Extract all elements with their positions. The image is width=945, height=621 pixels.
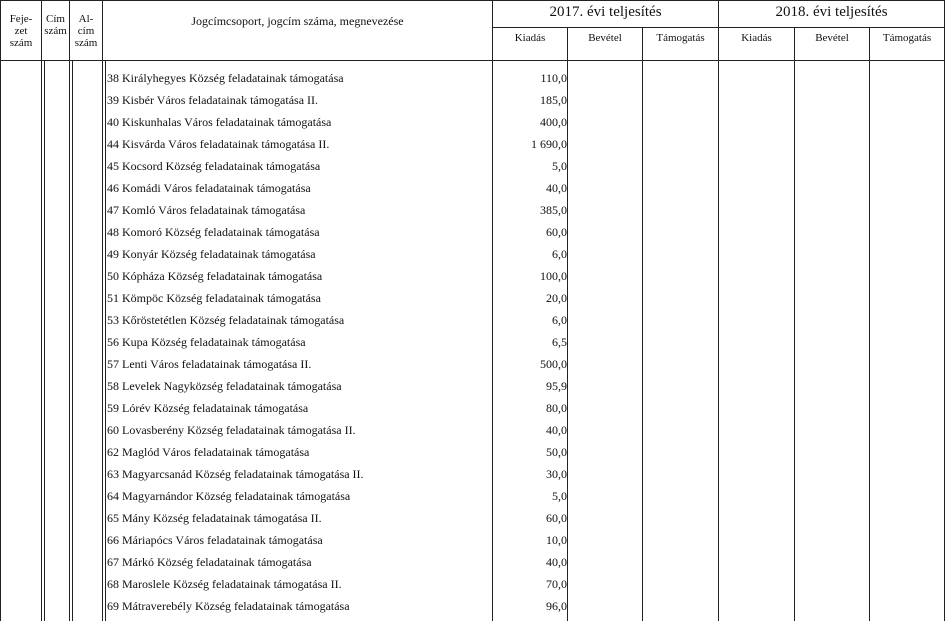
row-label: 47 Komló Város feladatainak támogatása	[107, 203, 306, 217]
table-row	[0, 397, 945, 419]
row-label: 48 Komoró Község feladatainak támogatása	[107, 225, 320, 239]
row-kiadas-2017: 6,0	[552, 247, 567, 261]
table-row	[0, 221, 945, 243]
row-label: 60 Lovasberény Község feladatainak támogatása II.	[107, 423, 356, 437]
row-kiadas-2017: 10,0	[546, 533, 567, 547]
row-label: 69 Mátraverebély Község feladatainak támogatása	[107, 599, 350, 613]
header-alcim: Al- cím szám	[74, 13, 98, 49]
row-label: 58 Levelek Nagyközség feladatainak támogatása	[107, 379, 342, 393]
row-label: 65 Mány Község feladatainak támogatása II.	[107, 511, 322, 525]
header-description: Jogcímcsoport, jogcím száma, megnevezése	[191, 14, 404, 28]
row-label: 63 Magyarcsanád Község feladatainak támogatása II.	[107, 467, 364, 481]
row-label: 51 Kömpöc Község feladatainak támogatása	[107, 291, 321, 305]
row-kiadas-2017: 5,0	[552, 159, 567, 173]
row-label: 56 Kupa Község feladatainak támogatása	[107, 335, 306, 349]
row-kiadas-2017: 385,0	[540, 203, 567, 217]
table-row	[0, 331, 945, 353]
row-kiadas-2017: 6,5	[552, 335, 567, 349]
row-label: 64 Magyarnándor Község feladatainak támogatása	[107, 489, 351, 503]
row-kiadas-2017: 95,9	[546, 379, 567, 393]
header-year-2018: 2018. évi teljesítés	[775, 4, 888, 20]
row-label: 45 Kocsord Község feladatainak támogatása	[107, 159, 321, 173]
row-kiadas-2017: 40,0	[546, 423, 567, 437]
row-label: 39 Kisbér Város feladatainak támogatása II.	[107, 93, 319, 107]
row-label: 67 Márkó Község feladatainak támogatása	[107, 555, 312, 569]
header-bevetel-2017: Bevétel	[588, 32, 622, 44]
header-tamogatas-2017: Támogatás	[656, 32, 705, 44]
row-label: 62 Maglód Város feladatainak támogatása	[107, 445, 310, 459]
row-kiadas-2017: 185,0	[540, 93, 567, 107]
row-kiadas-2017: 6,0	[552, 313, 567, 327]
table-row	[0, 177, 945, 199]
table-top-border	[0, 0, 945, 1]
table-row	[0, 485, 945, 507]
row-kiadas-2017: 400,0	[540, 115, 567, 129]
row-kiadas-2017: 30,0	[546, 467, 567, 481]
row-label: 49 Konyár Község feladatainak támogatása	[107, 247, 316, 261]
table-row	[0, 155, 945, 177]
table-row	[0, 265, 945, 287]
row-label: 46 Komádi Város feladatainak támogatása	[107, 181, 311, 195]
table-row	[0, 441, 945, 463]
table-row	[0, 111, 945, 133]
table-row	[0, 89, 945, 111]
table-row	[0, 595, 945, 617]
row-label: 38 Királyhegyes Község feladatainak támogatása	[107, 71, 344, 85]
row-kiadas-2017: 5,0	[552, 489, 567, 503]
header-kiadas-2018: Kiadás	[741, 32, 772, 44]
row-kiadas-2017: 20,0	[546, 291, 567, 305]
table-row	[0, 243, 945, 265]
row-kiadas-2017: 110,0	[540, 71, 567, 85]
row-kiadas-2017: 40,0	[546, 181, 567, 195]
header-bevetel-2018: Bevétel	[815, 32, 849, 44]
row-kiadas-2017: 70,0	[546, 577, 567, 591]
row-kiadas-2017: 80,0	[546, 401, 567, 415]
row-kiadas-2017: 50,0	[546, 445, 567, 459]
header-fejezet: Feje- zet szám	[9, 13, 33, 49]
table-row	[0, 573, 945, 595]
row-label: 50 Kópháza Község feladatainak támogatása	[107, 269, 323, 283]
row-kiadas-2017: 60,0	[546, 511, 567, 525]
header-year-2017: 2017. évi teljesítés	[549, 4, 662, 20]
table-row	[0, 551, 945, 573]
table-row	[0, 287, 945, 309]
row-kiadas-2017: 60,0	[546, 225, 567, 239]
table-row	[0, 419, 945, 441]
table-row	[0, 375, 945, 397]
row-kiadas-2017: 500,0	[540, 357, 567, 371]
table-row	[0, 529, 945, 551]
table-row	[0, 309, 945, 331]
table-row	[0, 463, 945, 485]
table-row	[0, 67, 945, 89]
header-kiadas-2017: Kiadás	[514, 32, 546, 44]
row-label: 53 Kőröstetétlen Község feladatainak támogatása	[107, 313, 345, 327]
header-tamogatas-2018: Támogatás	[882, 32, 932, 44]
table-row	[0, 133, 945, 155]
header-cim: Cím szám	[44, 13, 67, 37]
table-row	[0, 353, 945, 375]
row-label: 68 Maroslele Község feladatainak támogatása II.	[107, 577, 342, 591]
row-label: 59 Lórév Község feladatainak támogatása	[107, 401, 309, 415]
row-kiadas-2017: 1 690,0	[531, 137, 567, 151]
header-bottom-border	[0, 60, 945, 61]
row-label: 66 Máriapócs Város feladatainak támogatása	[107, 533, 323, 547]
row-kiadas-2017: 100,0	[540, 269, 567, 283]
table-row	[0, 507, 945, 529]
row-label: 57 Lenti Város feladatainak támogatása II.	[107, 357, 312, 371]
table-row	[0, 199, 945, 221]
row-label: 40 Kiskunhalas Város feladatainak támogatása	[107, 115, 332, 129]
row-label: 44 Kisvárda Város feladatainak támogatása II.	[107, 137, 330, 151]
row-kiadas-2017: 40,0	[546, 555, 567, 569]
row-kiadas-2017: 96,0	[546, 599, 567, 613]
